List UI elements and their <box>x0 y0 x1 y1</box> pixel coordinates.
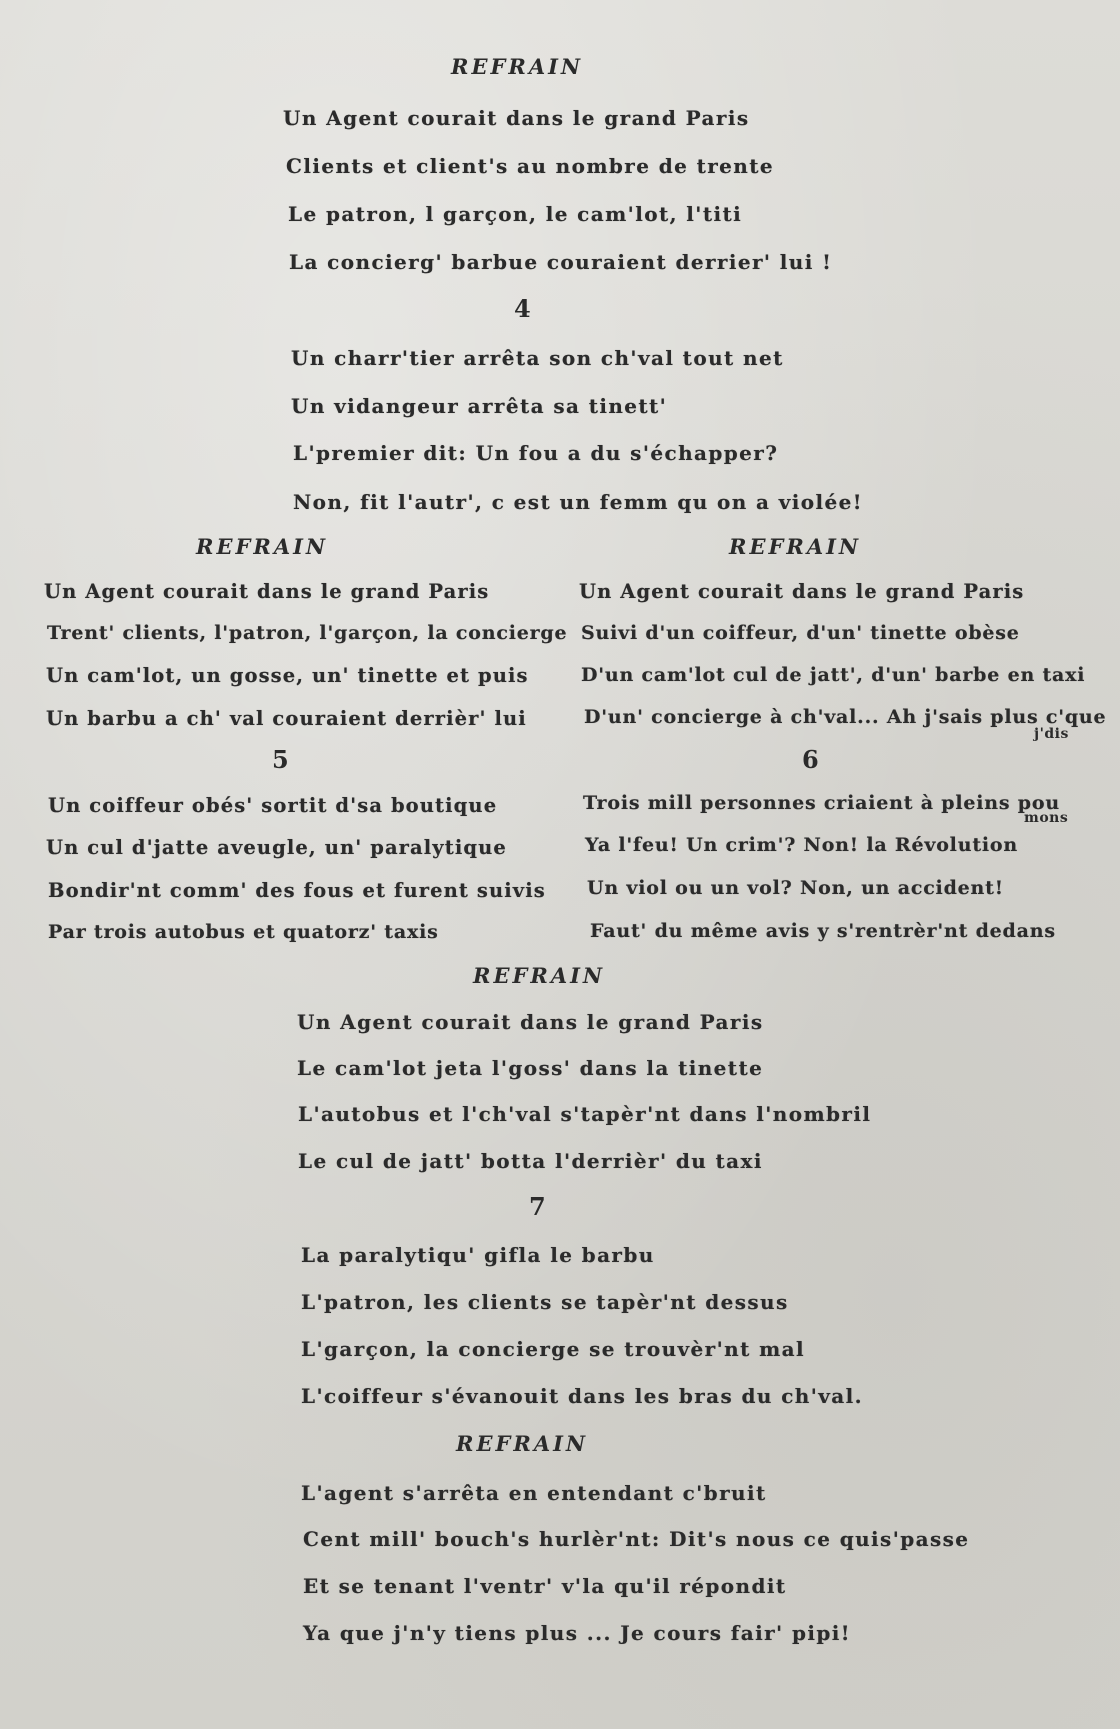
refrain-final-line-2: Cent mill' bouch's hurlèr'nt: Dit's nous ce quis'passe <box>303 1527 970 1551</box>
refrain-final-line-3: Et se tenant l'ventr' v'la qu'il répondit <box>303 1574 787 1598</box>
refrain-final-line-1: L'agent s'arrêta en entendant c'bruit <box>301 1481 767 1505</box>
refrain-right-line-4-suffix: j'dis <box>1034 726 1069 742</box>
verse-5-line-2: Un cul d'jatte aveugle, un' paralytique <box>46 836 507 859</box>
verse-6-line-1-suffix: mons <box>1024 810 1069 826</box>
refrain-right-line-2: Suivi d'un coiffeur, d'un' tinette obèse <box>581 622 1020 644</box>
verse-7-line-1: La paralytiqu' gifla le barbu <box>301 1243 655 1267</box>
verse-4-line-4: Non, fit l'autr', c est un femm qu on a violée! <box>293 490 863 514</box>
verse-6-line-4: Faut' du même avis y s'rentrèr'nt dedans <box>590 920 1056 942</box>
refrain-heading-right: REFRAIN <box>729 534 862 559</box>
refrain-bottom-line-1: Un Agent courait dans le grand Paris <box>297 1010 764 1034</box>
verse-6-line-1: Trois mill personnes criaient à pleins pou <box>583 792 1060 814</box>
verse-6-line-2: Ya l'feu! Un crim'? Non! la Révolution <box>585 834 1018 856</box>
refrain-1-line-2: Clients et client's au nombre de trente <box>286 154 774 178</box>
refrain-bottom-line-3: L'autobus et l'ch'val s'tapèr'nt dans l'nombril <box>298 1102 872 1126</box>
verse-7-line-4: L'coiffeur s'évanouit dans les bras du ch'val. <box>301 1384 864 1408</box>
verse-number-6: 6 <box>802 745 819 774</box>
verse-4-line-3: L'premier dit: Un fou a du s'échapper? <box>293 441 779 465</box>
refrain-bottom-line-2: Le cam'lot jeta l'goss' dans la tinette <box>297 1056 764 1080</box>
refrain-right-line-1: Un Agent courait dans le grand Paris <box>579 580 1025 603</box>
refrain-1-line-3: Le patron, l garçon, le cam'lot, l'titi <box>288 202 743 226</box>
verse-4-line-2: Un vidangeur arrêta sa tinett' <box>291 394 668 418</box>
verse-5-line-4: Par trois autobus et quatorz' taxis <box>48 921 439 943</box>
verse-4-line-1: Un charr'tier arrêta son ch'val tout net <box>291 346 784 370</box>
refrain-heading-bottom: REFRAIN <box>473 963 606 988</box>
verse-number-4: 4 <box>514 294 531 323</box>
refrain-1-line-1: Un Agent courait dans le grand Paris <box>283 106 750 130</box>
refrain-right-line-3: D'un cam'lot cul de jatt', d'un' barbe en taxi <box>581 664 1086 686</box>
verse-number-5: 5 <box>272 745 289 774</box>
refrain-bottom-line-4: Le cul de jatt' botta l'derrièr' du taxi <box>298 1149 763 1173</box>
verse-number-7: 7 <box>529 1192 546 1221</box>
refrain-heading-final: REFRAIN <box>456 1431 589 1456</box>
refrain-heading-1: REFRAIN <box>451 54 584 79</box>
verse-7-line-2: L'patron, les clients se tapèr'nt dessus <box>301 1290 789 1314</box>
refrain-heading-left: REFRAIN <box>196 534 329 559</box>
refrain-left-line-1: Un Agent courait dans le grand Paris <box>44 580 490 603</box>
verse-5-line-1: Un coiffeur obés' sortit d'sa boutique <box>48 794 498 817</box>
refrain-left-line-2: Trent' clients, l'patron, l'garçon, la concierge <box>47 622 568 644</box>
verse-7-line-3: L'garçon, la concierge se trouvèr'nt mal <box>301 1337 806 1361</box>
verse-5-line-3: Bondir'nt comm' des fous et furent suivis <box>48 879 546 902</box>
refrain-1-line-4: La concierg' barbue couraient derrier' lui ! <box>289 250 833 274</box>
refrain-final-line-4: Ya que j'n'y tiens plus ... Je cours fair' pipi! <box>303 1621 851 1645</box>
refrain-left-line-3: Un cam'lot, un gosse, un' tinette et puis <box>46 664 529 687</box>
refrain-right-line-4: D'un' concierge à ch'val... Ah j'sais plus c'que <box>584 706 1107 728</box>
verse-6-line-3: Un viol ou un vol? Non, un accident! <box>587 877 1004 899</box>
refrain-left-line-4: Un barbu a ch' val couraient derrièr' lui <box>46 707 527 730</box>
